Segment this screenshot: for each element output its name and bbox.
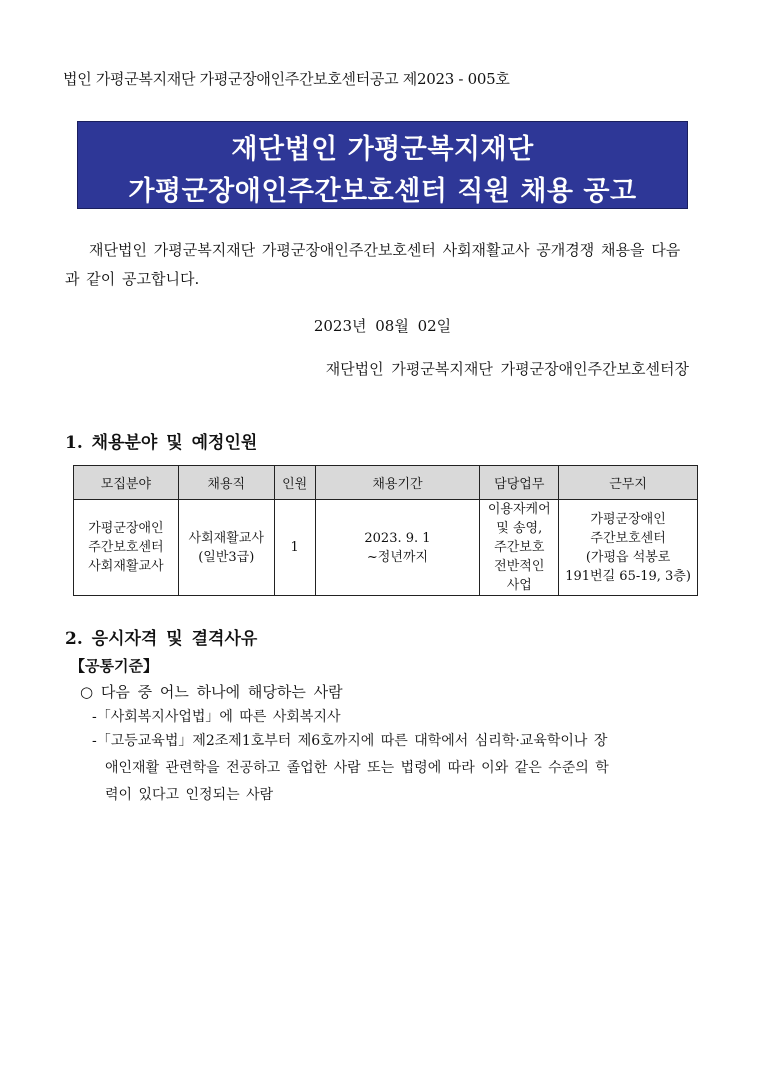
table-header-row: [74, 466, 698, 500]
section-2-heading: 2. 응시자격 및 결격사유: [65, 629, 258, 649]
header-count: 인원: [274, 466, 315, 500]
common-criteria-label: 【공통기준】: [70, 657, 158, 675]
header-workplace: 근무지: [559, 466, 698, 500]
cell-position: 사회재활교사 (일반3급): [178, 500, 274, 596]
section-1-heading: 1. 채용분야 및 예정인원: [65, 433, 258, 453]
header-position: 채용직: [178, 466, 274, 500]
title-line-1: 재단법인 가평군복지재단: [231, 134, 534, 165]
cell-duty: 이용자케어 및 송영, 주간보호 전반적인 사업: [480, 500, 559, 596]
issuer-name: 재단법인 가평군복지재단 가평군장애인주간보호센터장: [325, 360, 689, 378]
cell-period: 2023. 9. 1 ~정년까지: [315, 500, 480, 596]
announcement-date: 2023년 08월 02일: [313, 317, 452, 335]
dash-item-2-line-1: -「고등교육법」제2조제1호부터 제6호까지에 따른 대학에서 심리학·교육학이나 장: [92, 733, 608, 749]
dash-item-2-line-2: 애인재활 관련학을 전공하고 졸업한 사람 또는 법령에 따라 이와 같은 수준의 학: [105, 760, 609, 776]
cell-workplace: 가평군장애인 주간보호센터 (가평읍 석봉로 191번길 65-19, 3층): [559, 500, 698, 596]
cell-count: 1: [274, 500, 315, 596]
intro-paragraph: 재단법인 가평군복지재단 가평군장애인주간보호센터 사회재활교사 공개경쟁 채용을 다음과 같이 공고합니다.: [65, 241, 681, 288]
header-field: 모집분야: [74, 466, 179, 500]
dash-item-2: [92, 728, 690, 809]
header-period: 채용기간: [315, 466, 480, 500]
table-row: [74, 500, 698, 596]
title-banner: [77, 121, 688, 209]
dash-item-2-line-3: 력이 있다고 인정되는 사람: [105, 787, 274, 803]
document-number: 법인 가평군복지재단 가평군장애인주간보호센터공고 제2023 - 005호: [63, 70, 510, 88]
recruitment-table: [73, 465, 698, 596]
header-duty: 담당업무: [480, 466, 559, 500]
cell-field: 가평군장애인 주간보호센터 사회재활교사: [74, 500, 179, 596]
title-line-2: 가평군장애인주간보호센터 직원 채용 공고: [128, 176, 637, 207]
circle-bullet-item: ○ 다음 중 어느 하나에 해당하는 사람: [80, 683, 343, 701]
dash-item-1: -「사회복지사업법」에 따른 사회복지사: [92, 709, 341, 725]
